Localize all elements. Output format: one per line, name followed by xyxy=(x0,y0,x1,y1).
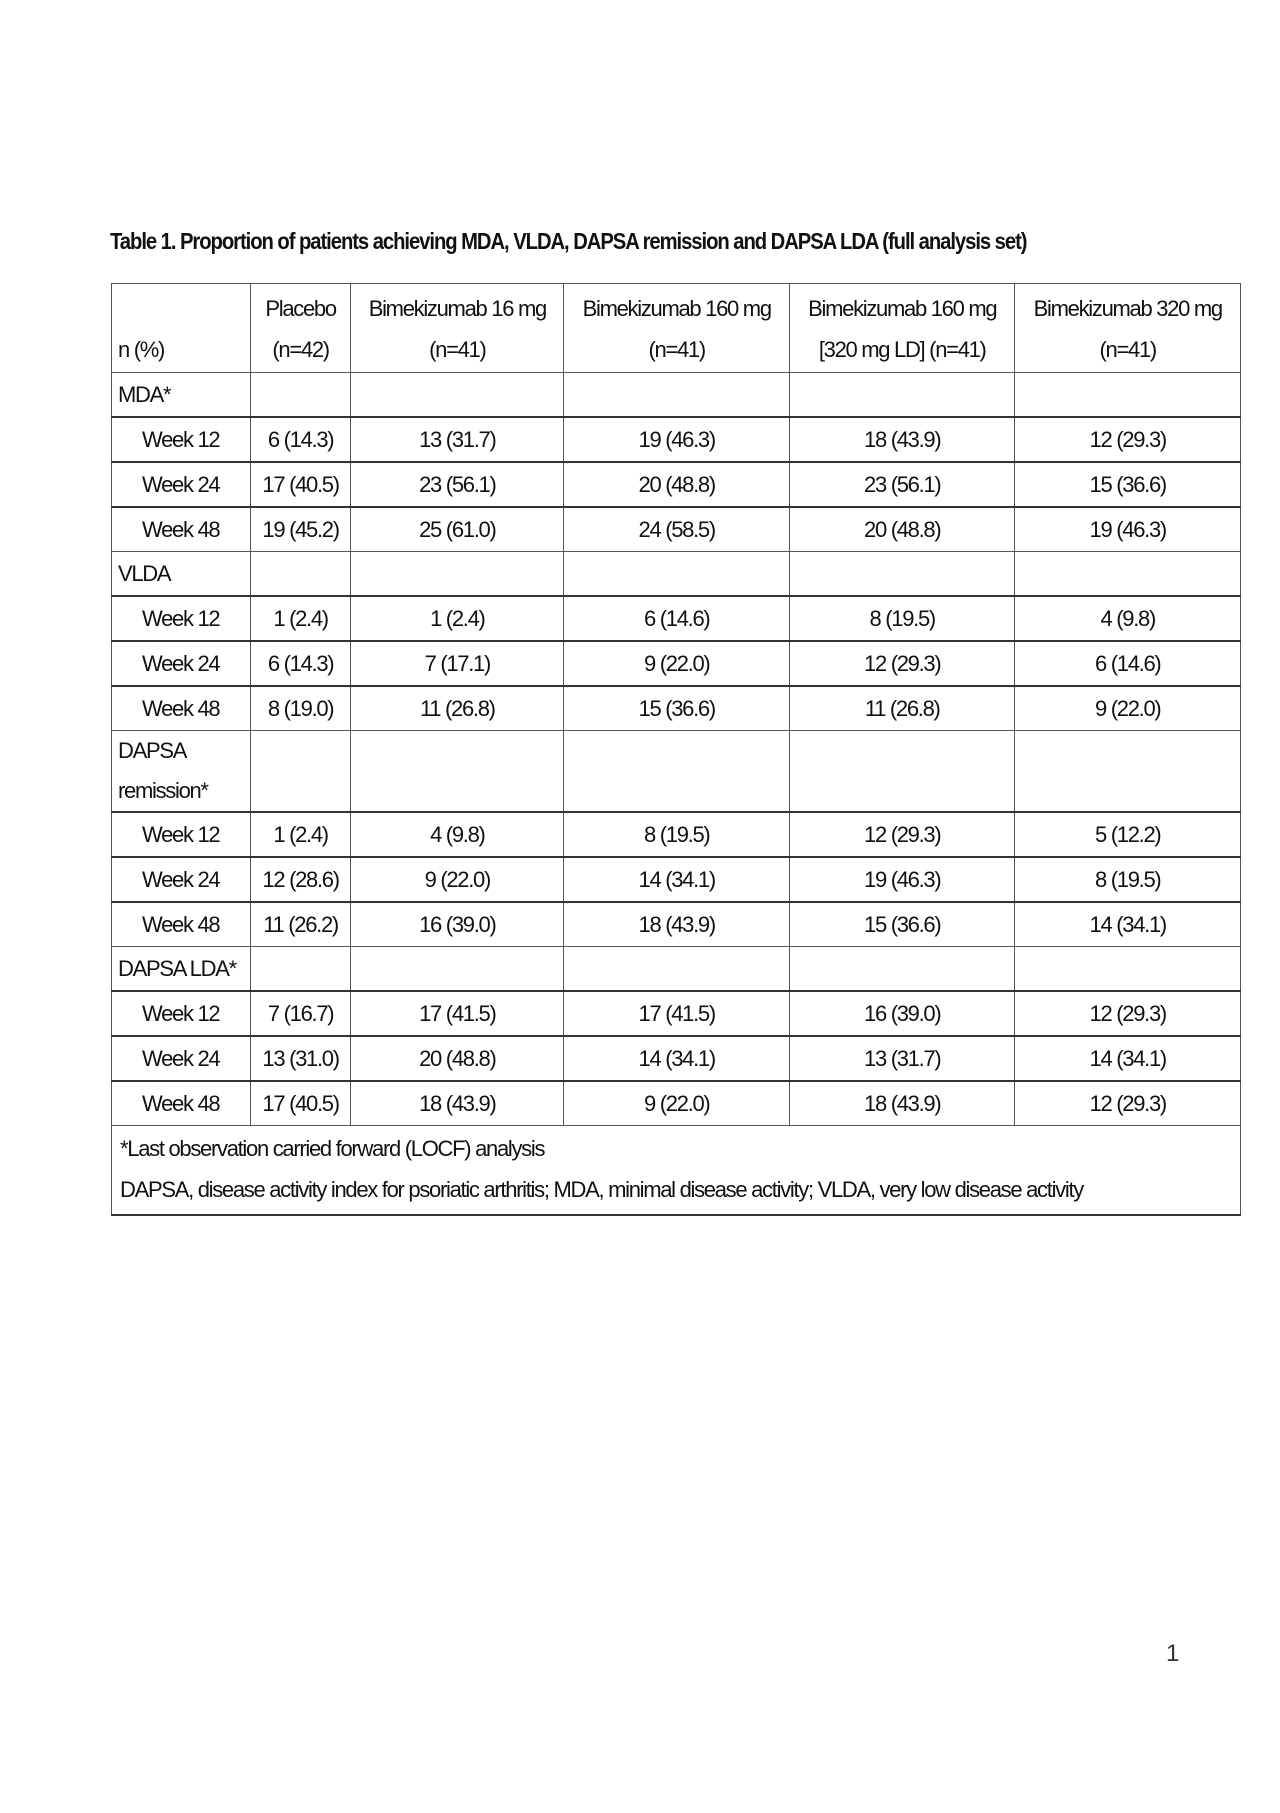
empty-cell xyxy=(351,373,564,418)
value-cell: 13 (31.7) xyxy=(351,417,564,462)
value-cell: 11 (26.2) xyxy=(251,902,351,947)
category-label: MDA* xyxy=(112,373,251,418)
value-cell: 17 (41.5) xyxy=(351,991,564,1036)
value-cell: 8 (19.5) xyxy=(564,812,790,857)
column-header xyxy=(351,284,564,373)
value-cell: 9 (22.0) xyxy=(564,641,790,686)
value-cell: 15 (36.6) xyxy=(789,902,1015,947)
value-cell: 12 (29.3) xyxy=(1015,1081,1241,1126)
value-cell: 9 (22.0) xyxy=(1015,686,1241,731)
value-cell: 18 (43.9) xyxy=(789,417,1015,462)
empty-cell xyxy=(351,552,564,597)
week-label: Week 12 xyxy=(112,812,251,857)
value-cell: 16 (39.0) xyxy=(789,991,1015,1036)
empty-cell xyxy=(351,731,564,813)
category-row xyxy=(112,552,1241,597)
value-cell: 19 (45.2) xyxy=(251,507,351,552)
column-name: Bimekizumab 160 mg xyxy=(582,296,771,321)
column-name: Bimekizumab 160 mg xyxy=(808,296,997,321)
value-cell: 16 (39.0) xyxy=(351,902,564,947)
week-label: Week 48 xyxy=(112,1081,251,1126)
footnote: DAPSA, disease activity index for psoriatic arthritis; MDA, minimal disease activity; VLDA, very low disease activity xyxy=(120,1177,1083,1202)
week-label: Week 48 xyxy=(112,507,251,552)
week-label: Week 24 xyxy=(112,462,251,507)
value-cell: 17 (40.5) xyxy=(251,462,351,507)
column-name: Placebo xyxy=(265,296,336,321)
empty-cell xyxy=(789,731,1015,813)
category-row xyxy=(112,731,1241,813)
header-row xyxy=(112,284,1241,373)
value-cell: 14 (34.1) xyxy=(1015,1036,1241,1081)
week-label: Week 12 xyxy=(112,991,251,1036)
week-label: Week 12 xyxy=(112,596,251,641)
value-cell: 23 (56.1) xyxy=(351,462,564,507)
value-cell: 12 (29.3) xyxy=(789,812,1015,857)
column-n: (n=41) xyxy=(1099,337,1156,362)
value-cell: 13 (31.0) xyxy=(251,1036,351,1081)
table-row xyxy=(112,991,1241,1036)
column-n: (n=42) xyxy=(272,337,329,362)
value-cell: 19 (46.3) xyxy=(789,857,1015,902)
value-cell: 15 (36.6) xyxy=(564,686,790,731)
footnote-row xyxy=(112,1126,1241,1216)
table-row xyxy=(112,596,1241,641)
value-cell: 11 (26.8) xyxy=(789,686,1015,731)
value-cell: 4 (9.8) xyxy=(351,812,564,857)
value-cell: 8 (19.0) xyxy=(251,686,351,731)
value-cell: 12 (29.3) xyxy=(789,641,1015,686)
value-cell: 20 (48.8) xyxy=(789,507,1015,552)
value-cell: 6 (14.6) xyxy=(1015,641,1241,686)
category-row xyxy=(112,373,1241,418)
row-label-header: n (%) xyxy=(112,284,251,373)
value-cell: 20 (48.8) xyxy=(351,1036,564,1081)
empty-cell xyxy=(251,552,351,597)
value-cell: 17 (41.5) xyxy=(564,991,790,1036)
value-cell: 14 (34.1) xyxy=(564,857,790,902)
week-label: Week 12 xyxy=(112,417,251,462)
value-cell: 18 (43.9) xyxy=(564,902,790,947)
value-cell: 14 (34.1) xyxy=(564,1036,790,1081)
table-row xyxy=(112,857,1241,902)
table-title: Table 1. Proportion of patients achieving MDA, VLDA, DAPSA remission and DAPSA LDA (full analysis set) xyxy=(110,228,1027,254)
empty-cell xyxy=(789,552,1015,597)
empty-cell xyxy=(564,947,790,992)
column-name: Bimekizumab 320 mg xyxy=(1033,296,1222,321)
table-row xyxy=(112,417,1241,462)
table-row xyxy=(112,902,1241,947)
empty-cell xyxy=(351,947,564,992)
value-cell: 1 (2.4) xyxy=(251,812,351,857)
column-n: (n=41) xyxy=(648,337,705,362)
week-label: Week 24 xyxy=(112,641,251,686)
category-row xyxy=(112,947,1241,992)
column-header xyxy=(1015,284,1241,373)
value-cell: 11 (26.8) xyxy=(351,686,564,731)
week-label: Week 48 xyxy=(112,686,251,731)
value-cell: 25 (61.0) xyxy=(351,507,564,552)
empty-cell xyxy=(1015,731,1241,813)
results-table xyxy=(111,283,1241,1216)
column-name: Bimekizumab 16 mg xyxy=(368,296,546,321)
value-cell: 12 (29.3) xyxy=(1015,991,1241,1036)
value-cell: 4 (9.8) xyxy=(1015,596,1241,641)
column-header xyxy=(251,284,351,373)
column-header xyxy=(564,284,790,373)
table-row xyxy=(112,641,1241,686)
empty-cell xyxy=(564,731,790,813)
empty-cell xyxy=(789,373,1015,418)
value-cell: 7 (17.1) xyxy=(351,641,564,686)
empty-cell xyxy=(564,552,790,597)
value-cell: 23 (56.1) xyxy=(789,462,1015,507)
value-cell: 6 (14.6) xyxy=(564,596,790,641)
value-cell: 12 (28.6) xyxy=(251,857,351,902)
week-label: Week 24 xyxy=(112,1036,251,1081)
value-cell: 18 (43.9) xyxy=(789,1081,1015,1126)
value-cell: 19 (46.3) xyxy=(564,417,790,462)
value-cell: 20 (48.8) xyxy=(564,462,790,507)
week-label: Week 48 xyxy=(112,902,251,947)
table-row xyxy=(112,686,1241,731)
column-n: [320 mg LD] (n=41) xyxy=(818,337,986,362)
table-row xyxy=(112,1081,1241,1126)
value-cell: 9 (22.0) xyxy=(564,1081,790,1126)
table-row xyxy=(112,462,1241,507)
empty-cell xyxy=(1015,947,1241,992)
value-cell: 17 (40.5) xyxy=(251,1081,351,1126)
empty-cell xyxy=(1015,373,1241,418)
value-cell: 14 (34.1) xyxy=(1015,902,1241,947)
value-cell: 6 (14.3) xyxy=(251,641,351,686)
empty-cell xyxy=(251,373,351,418)
value-cell: 12 (29.3) xyxy=(1015,417,1241,462)
table-row xyxy=(112,812,1241,857)
column-n: (n=41) xyxy=(429,337,486,362)
empty-cell xyxy=(789,947,1015,992)
value-cell: 13 (31.7) xyxy=(789,1036,1015,1081)
value-cell: 9 (22.0) xyxy=(351,857,564,902)
value-cell: 8 (19.5) xyxy=(1015,857,1241,902)
value-cell: 5 (12.2) xyxy=(1015,812,1241,857)
value-cell: 6 (14.3) xyxy=(251,417,351,462)
value-cell: 1 (2.4) xyxy=(251,596,351,641)
value-cell: 1 (2.4) xyxy=(351,596,564,641)
footnotes xyxy=(112,1126,1241,1216)
value-cell: 15 (36.6) xyxy=(1015,462,1241,507)
empty-cell xyxy=(251,731,351,813)
value-cell: 19 (46.3) xyxy=(1015,507,1241,552)
value-cell: 7 (16.7) xyxy=(251,991,351,1036)
value-cell: 8 (19.5) xyxy=(789,596,1015,641)
page-number: 1 xyxy=(1166,1640,1180,1667)
week-label: Week 24 xyxy=(112,857,251,902)
category-label: DAPSA remission* xyxy=(112,731,251,813)
value-cell: 24 (58.5) xyxy=(564,507,790,552)
empty-cell xyxy=(564,373,790,418)
empty-cell xyxy=(1015,552,1241,597)
footnote: *Last observation carried forward (LOCF) analysis xyxy=(120,1136,545,1161)
table-row xyxy=(112,1036,1241,1081)
column-header xyxy=(789,284,1015,373)
table-row xyxy=(112,507,1241,552)
category-label: VLDA xyxy=(112,552,251,597)
value-cell: 18 (43.9) xyxy=(351,1081,564,1126)
category-label: DAPSA LDA* xyxy=(112,947,251,992)
empty-cell xyxy=(251,947,351,992)
